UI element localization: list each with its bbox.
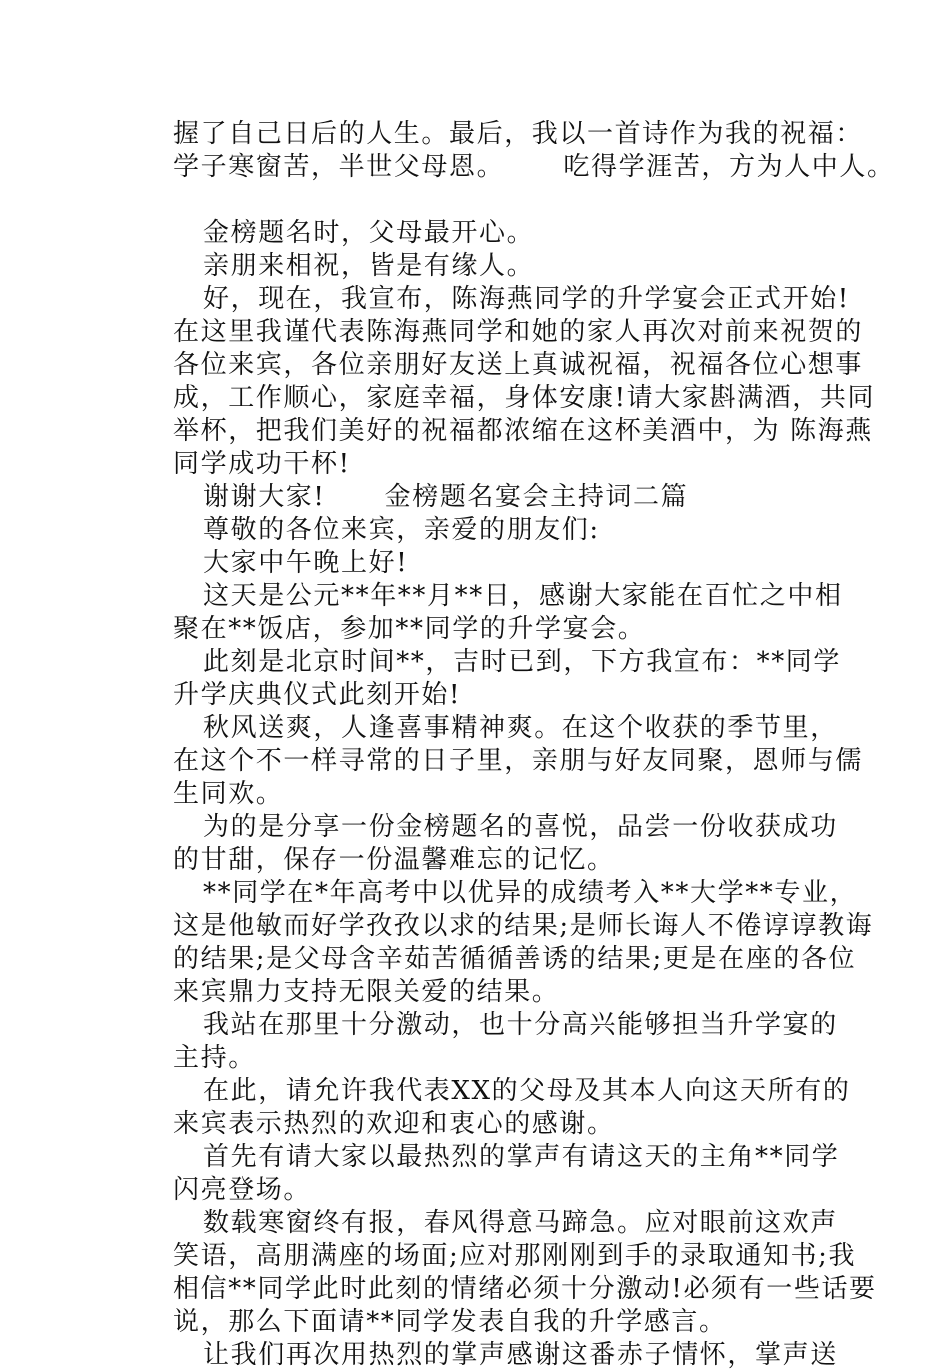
text-line: 成，工作顺心，家庭幸福，身体安康!请大家斟满酒，共同: [173, 383, 876, 413]
text-line: 亲朋来相祝，皆是有缘人。: [203, 251, 535, 281]
text-line: 谢谢大家! 金榜题名宴会主持词二篇: [203, 482, 689, 512]
text-line: 的甘甜，保存一份温馨难忘的记忆。: [173, 845, 615, 875]
text-line: 大家中午晚上好!: [203, 548, 409, 578]
text-line: 来宾表示热烈的欢迎和衷心的感谢。: [173, 1109, 615, 1139]
text-line: 首先有请大家以最热烈的掌声有请这天的主角**同学: [203, 1142, 840, 1172]
text-line: 为的是分享一份金榜题名的喜悦，品尝一份收获成功: [203, 812, 838, 842]
text-line: 来宾鼎力支持无限关爱的结果。: [173, 977, 560, 1007]
text-line: 数载寒窗终有报，春风得意马蹄急。应对眼前这欢声: [203, 1208, 838, 1238]
text-line: 我站在那里十分激动，也十分高兴能够担当升学宴的: [203, 1010, 838, 1040]
text-line: 这是他敏而好学孜孜以求的结果;是师长诲人不倦谆谆教诲: [173, 911, 874, 941]
text-line: 举杯，把我们美好的祝福都浓缩在这杯美酒中，为 陈海燕: [173, 416, 873, 446]
text-line: 握了自己日后的人生。最后，我以一首诗作为我的祝福：: [173, 119, 864, 149]
document-body: [173, 118, 895, 1372]
text-line: 好，现在，我宣布，陈海燕同学的升学宴会正式开始!: [203, 284, 850, 314]
text-line: 此刻是北京时间**，吉时已到，下方我宣布：**同学: [203, 647, 842, 677]
text-line: 学子寒窗苦，半世父母恩。 吃得学涯苦，方为人中人。: [173, 152, 895, 182]
text-line: **同学在*年高考中以优异的成绩考入**大学**专业，: [203, 878, 858, 908]
text-line: 在这里我谨代表陈海燕同学和她的家人再次对前来祝贺的: [173, 317, 864, 347]
text-line: 这天是公元**年**月**日，感谢大家能在百忙之中相: [203, 581, 843, 611]
text-line: 尊敬的各位来宾，亲爱的朋友们:: [203, 515, 600, 545]
text-line: 在这个不一样寻常的日子里，亲朋与好友同聚，恩师与儒: [173, 746, 864, 776]
text-line: 生同欢。: [173, 779, 284, 809]
text-line: 相信**同学此时此刻的情绪必须十分激动!必须有一些话要: [173, 1274, 877, 1304]
text-line: 同学成功干杯!: [173, 449, 351, 479]
text-line: 让我们再次用热烈的掌声感谢这番赤子情怀，掌声送: [203, 1340, 838, 1370]
text-line: 笑语，高朋满座的场面;应对那刚刚到手的录取通知书;我: [173, 1241, 857, 1271]
text-line: 升学庆典仪式此刻开始!: [173, 680, 462, 710]
text-line: 闪亮登场。: [173, 1175, 312, 1205]
blank-line: [173, 184, 813, 217]
text-line: 主持。: [173, 1043, 256, 1073]
text-line: 秋风送爽，人逢喜事精神爽。在这个收获的季节里，: [203, 713, 838, 743]
text-line: 聚在**饭店，参加**同学的升学宴会。: [173, 614, 646, 644]
text-line: 金榜题名时，父母最开心。: [203, 218, 535, 248]
text-line: 在此，请允许我代表XX的父母及其本人向这天所有的: [203, 1076, 851, 1106]
text-line: 各位来宾，各位亲朋好友送上真诚祝福，祝福各位心想事: [173, 350, 864, 380]
text-line: 说，那么下面请**同学发表自我的升学感言。: [173, 1307, 727, 1337]
text-line: 的结果;是父母含辛茹苦循循善诱的结果;更是在座的各位: [173, 944, 857, 974]
